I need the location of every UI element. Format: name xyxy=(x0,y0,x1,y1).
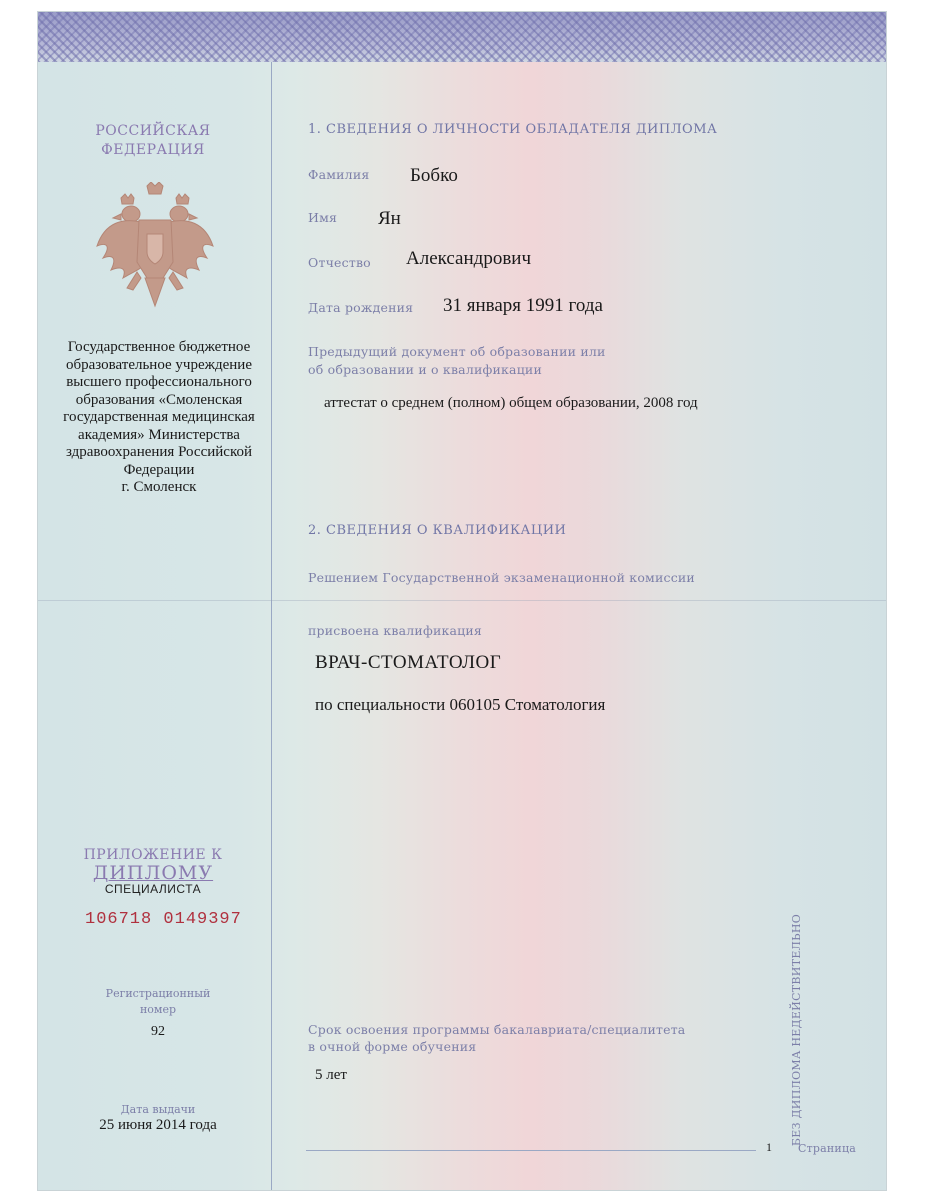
issue-date-label: Дата выдачи xyxy=(120,1103,196,1116)
assigned-qualification-label: присвоена квалификация xyxy=(308,623,482,638)
study-duration-value: 5 лет xyxy=(315,1067,347,1083)
name-label: Имя xyxy=(308,210,338,225)
appendix-line2: ДИПЛОМУ xyxy=(92,862,214,884)
name-value: Ян xyxy=(378,208,401,229)
page-number: 1 xyxy=(766,1140,772,1154)
validity-note: БЕЗ ДИПЛОМА НЕДЕЙСТВИТЕЛЬНО xyxy=(790,913,803,1147)
prev-doc-value: аттестат о среднем (полном) общем образовании, 2008 год xyxy=(324,395,698,411)
registration-number: 92 xyxy=(151,1024,165,1039)
issue-date: 25 июня 2014 года xyxy=(99,1117,217,1133)
section2-heading: 2. СВЕДЕНИЯ О КВАЛИФИКАЦИИ xyxy=(308,523,567,538)
page-label: Страница xyxy=(798,1142,856,1155)
appendix-line1: ПРИЛОЖЕНИЕ К xyxy=(83,847,223,863)
double-headed-eagle-icon xyxy=(93,182,217,310)
reg-label-line2: номер xyxy=(139,1003,177,1016)
org-line: Федерации xyxy=(123,461,195,478)
study-duration-label xyxy=(308,1021,685,1055)
country-line1: РОССИЙСКАЯ xyxy=(95,123,211,139)
prev-doc-label xyxy=(308,343,606,379)
org-line: академия» Министерства xyxy=(78,426,240,443)
appendix-title xyxy=(58,847,248,895)
qualification-value: ВРАЧ-СТОМАТОЛОГ xyxy=(315,652,502,673)
appendix-line3: СПЕЦИАЛИСТА xyxy=(104,882,202,896)
country-line2: ФЕДЕРАЦИЯ xyxy=(101,142,205,158)
surname-value: Бобко xyxy=(410,165,458,186)
duration-label-line1: Срок освоения программы бакалавриата/специалитета xyxy=(308,1022,686,1037)
birth-date-value: 31 января 1991 года xyxy=(443,295,603,316)
org-line: высшего профессионального xyxy=(66,374,252,390)
serial-number: 106718 0149397 xyxy=(85,910,242,929)
commission-text: Решением Государственной экзаменационной комиссии xyxy=(308,570,695,585)
prev-doc-label-line2: об образовании и о квалификации xyxy=(308,362,542,377)
guilloche-border-pattern xyxy=(38,12,886,62)
prev-doc-label-line1: Предыдущий документ об образовании или xyxy=(308,344,606,359)
country-name xyxy=(78,122,228,160)
section1-heading: 1. СВЕДЕНИЯ О ЛИЧНОСТИ ОБЛАДАТЕЛЯ ДИПЛОМА xyxy=(308,122,718,137)
org-line: здравоохранения Российской xyxy=(65,444,253,460)
column-divider xyxy=(271,62,272,1190)
surname-label: Фамилия xyxy=(308,167,370,182)
org-line: образования «Смоленская xyxy=(75,391,243,408)
reg-label-line1: Регистрационный xyxy=(105,987,211,1000)
fold-line xyxy=(38,600,886,601)
diploma-appendix-sheet xyxy=(38,12,886,1190)
issuing-organization xyxy=(48,339,270,497)
birth-date-label: Дата рождения xyxy=(308,300,414,315)
patronymic-value: Александрович xyxy=(406,248,532,269)
org-line: государственная медицинская xyxy=(63,409,255,425)
org-line: образовательное учреждение xyxy=(65,356,252,373)
duration-label-line2: в очной форме обучения xyxy=(308,1039,477,1054)
patronymic-label: Отчество xyxy=(308,255,371,270)
registration-label xyxy=(78,986,238,1018)
specialty-value: по специальности 060105 Стоматология xyxy=(315,695,606,714)
org-line: г. Смоленск xyxy=(121,479,197,495)
bottom-rule xyxy=(306,1150,756,1151)
org-line: Государственное бюджетное xyxy=(67,339,251,355)
